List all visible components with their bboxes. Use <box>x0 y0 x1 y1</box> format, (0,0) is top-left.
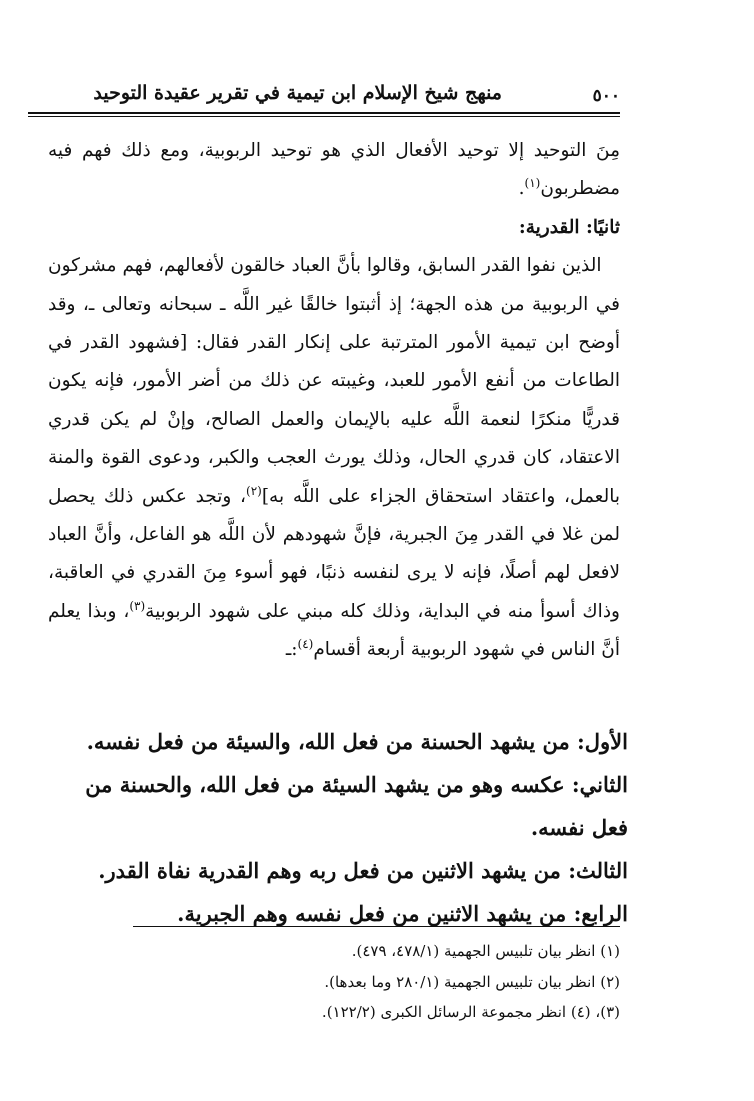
running-header <box>28 82 620 112</box>
division-label: الأول: <box>577 729 628 754</box>
division-label: الرابع: <box>573 901 628 926</box>
page-number: ٥٠٠ <box>592 86 620 106</box>
paragraph-qadariyya: الذين نفوا القدر السابق، وقالوا بأنَّ العباد خالقون لأفعالهم، فهم مشركون في الربوبية من هذه الجهة؛ إذ أثبتوا خالقًا غير اللَّه ـ سبحانه وتعالى ـ، وقد أوضح ابن تيمية الأمور المترتبة على إنكار القدر فقال: [فشهود القدر في الطاعات من أنفع الأمور للعبد، وغيبته عن ذلك من أضر الأمور، فإنه يكون قدريًّا منكرًا لنعمة اللَّه عليه بالإيمان والعمل الصالح، وإنْ لم يكن قدري الاعتقاد، كان قدري الحال، وذلك يورث العجب والكبر، ودعوى القوة والمنة بالعمل، واعتقاد استحقاق الجزاء على اللَّه به]$^{(٢)}$، وتجد عكس ذلك يحصل لمن غلا في القدر مِنَ الجبرية، فإنَّ شهودهم لأن اللَّه هو الفاعل، وأنَّ العباد لافعل لهم أصلًا، فإنه لا يرى لنفسه ذنبًا، فهو أسوء مِنَ القدري في العاقبة، وذاك أسوأ منه في البداية، وذلك كله مبني على شهود الربوبية$^{(٣)}$، وبذا يعلم أنَّ الناس في شهود الربوبية أربعة أقسام$^{(٤)}$:ـ <box>48 255 620 661</box>
footnote: (٢) انظر بيان تلبيس الجهمية (٢٨٠/١ وما بعدها). <box>324 972 620 991</box>
header-rule-thin <box>28 116 620 117</box>
division-label: الثالث: <box>568 858 628 883</box>
paragraph-continuation: مِنَ التوحيد إلا توحيد الأفعال الذي هو توحيد الربوبية، ومع ذلك فهم فيه مضطربون$^{(١)}$. <box>48 140 620 200</box>
footnote-ref-4[interactable]: (٤) <box>297 637 314 652</box>
division-item <box>48 763 628 849</box>
section-heading: ثانيًا: القدرية: <box>518 216 620 238</box>
main-text <box>48 132 620 670</box>
division-text: من يشهد الاثنين من فعل ربه وهم القدرية نفاة القدر. <box>98 858 569 883</box>
footnote: (١) انظر بيان تلبيس الجهمية (٤٧٨/١، ٤٧٩). <box>351 942 620 960</box>
division-text: من يشهد الاثنين من فعل نفسه وهم الجبرية. <box>177 901 574 926</box>
footnote-separator <box>133 926 620 927</box>
footnote: (٣)، (٤) انظر مجموعة الرسائل الكبرى (١٢٢/٢). <box>321 1003 620 1021</box>
footnote-ref-1[interactable]: (١) <box>524 176 541 191</box>
footnotes <box>48 936 620 1028</box>
division-item <box>48 849 628 892</box>
division-item <box>48 892 628 935</box>
footnote-ref-3[interactable]: (٣) <box>129 598 146 613</box>
running-title: منهج شيخ الإسلام ابن تيمية في تقرير عقيدة التوحيد <box>93 82 502 104</box>
division-text: عكسه وهو من يشهد السيئة من فعل الله، والحسنة من فعل نفسه. <box>85 772 628 840</box>
division-text: من يشهد الحسنة من فعل الله، والسيئة من فعل نفسه. <box>86 729 578 754</box>
division-label: الثاني: <box>571 772 628 797</box>
footnote-ref-2[interactable]: (٢) <box>246 483 262 498</box>
header-rule <box>28 112 620 114</box>
four-divisions-list <box>48 720 628 935</box>
division-item <box>48 720 628 763</box>
